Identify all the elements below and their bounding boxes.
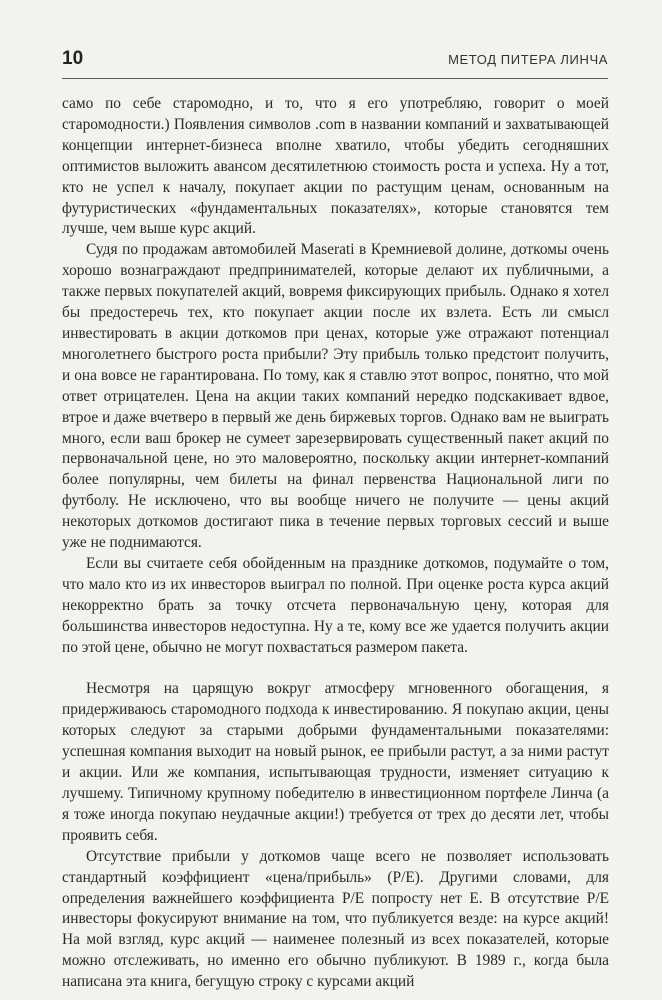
paragraph: Судя по продажам автомобилей Maserati в Кремниевой долине, доткомы очень хорошо вознаграждают предпринимателей, которые делают их публичными, а также первых покупателей акций, вовремя фиксирующих прибыль. Однако я хотел бы предостеречь тех, кто покупает акции после их взлета. Есть ли смысл инвестировать в акции доткомов при ценах, которые уже отражают потенциал многолетнего быстрого роста прибыли? Эту прибыль только предстоит получить, и она вовсе не гарантирована. По тому, как я ставлю этот вопрос, понятно, что мой ответ отрицателен. Цена на акции таких компаний нередко подскакивает вдвое, втрое и даже вчетверо в первый же день биржевых торгов. Однако вам не выиграть много, если ваш брокер не сумеет зарезервировать существенный пакет акций по первоначальной цене, но это маловероятно, поскольку акции интернет-компаний более популярны, чем билеты на финал первенства Национальной лиги по футболу. Не исключено, что вы вообще ничего не получите — цены акций некоторых доткомов достигают пика в течение первых торговых сессий и выше уже не поднимаются. [62, 241, 609, 552]
body-text [62, 94, 609, 993]
page-header [62, 48, 608, 79]
paragraph: само по себе старомодно, и то, что я его употребляю, говорит о моей старомодности.) Появления символов .com в названии компаний и захватывающей концепции интернет-бизнеса вполне хватило, чтобы убедить сегодняшних оптимистов выложить авансом десятилетнюю стоимость роста и успеха. Ну а тот, кто не успел к началу, покупает акции по растущим ценам, основанным на футуристических «фундаментальных показателях», которые становятся тем лучше, чем выше курс акций. [62, 95, 609, 238]
paragraph: Отсутствие прибыли у доткомов чаще всего не позволяет использовать стандартный коэффициент «цена/прибыль» (P/E). Другими словами, для определения важнейшего коэффициента P/E попросту нет E. В отсутствие P/E инвесторы фокусируют внимание на том, что публикуется везде: на курсе акций! На мой взгляд, курс акций — наименее полезный из всех показателей, которые можно отслеживать, но именно его обычно публикуют. В 1989 г., когда была написана эта книга, бегущую строку с курсами акций [62, 847, 609, 991]
page-number: 10 [62, 48, 84, 69]
running-title: МЕТОД ПИТЕРА ЛИНЧА [448, 52, 608, 67]
paragraph: Несмотря на царящую вокруг атмосферу мгновенного обогащения, я придерживаюсь старомодного подхода к инвестированию. Я покупаю акции, цены которых следуют за старыми добрыми фундаментальными показателями: успешная компания выходит на новый рынок, ее прибыли растут, а за ними растут и акции. Или же компания, испытывающая трудности, изменяет ситуацию к лучшему. Типичному крупному победителю в инвестиционном портфеле Линча (а я тоже иногда покупаю неудачные акции!) требуется от трех до десяти лет, чтобы проявить себя. [62, 680, 609, 844]
paragraph: Если вы считаете себя обойденным на празднике доткомов, подумайте о том, что мало кто из их инвесторов выиграл по полной. При оценке роста курса акций некорректно брать за точку отсчета первоначальную цену, которая для большинства инвесторов недоступна. Ну а те, кому все же удается получить акции по этой цене, обычно не могут похвастаться размером пакета. [62, 554, 609, 656]
